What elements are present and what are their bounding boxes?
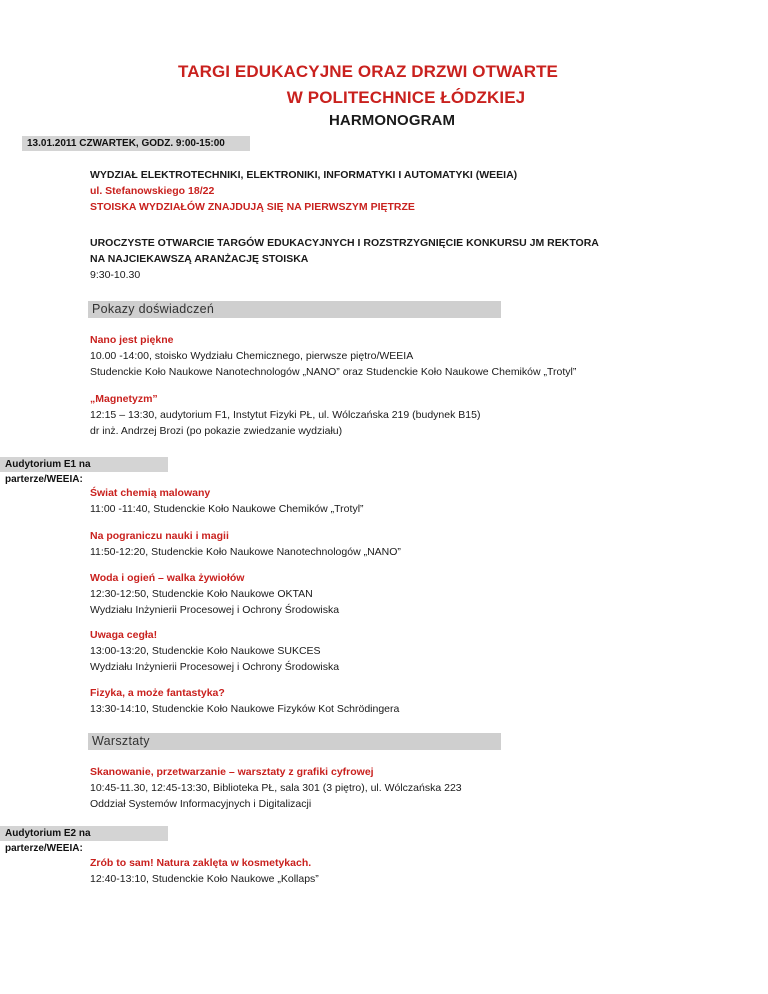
opening-time: 9:30-10.30 [90, 269, 141, 281]
event-item [90, 570, 339, 618]
event-title: Świat chemią malowany [90, 487, 211, 499]
date-bar: 13.01.2011 CZWARTEK, GODZ. 9:00-15:00 [22, 136, 250, 151]
event-title: Skanowanie, przetwarzanie – warsztaty z grafiki cyfrowej [90, 766, 374, 778]
event-detail: 12:30-12:50, Studenckie Koło Naukowe OKTAN [90, 588, 313, 600]
event-detail: 12:40-13:10, Studenckie Koło Naukowe „Kollaps” [90, 873, 319, 885]
intro-block [90, 167, 517, 215]
faculty-address: ul. Stefanowskiego 18/22 [90, 185, 215, 197]
stands-note: STOISKA WYDZIAŁÓW ZNAJDUJĄ SIĘ NA PIERWSZYM PIĘTRZE [90, 201, 415, 213]
event-title: Na pograniczu nauki i magii [90, 530, 229, 542]
opening-title-line1: UROCZYSTE OTWARCIE TARGÓW EDUKACYJNYCH I ROZSTRZYGNIĘCIE KONKURSU JM REKTORA [90, 237, 599, 249]
event-item [90, 764, 462, 812]
event-item [90, 528, 401, 560]
event-detail: Oddział Systemów Informacyjnych i Digitalizacji [90, 798, 312, 810]
document-title-line1: TARGI EDUKACYJNE ORAZ DRZWI OTWARTE [177, 62, 558, 81]
event-detail: Studenckie Koło Naukowe Nanotechnologów „NANO” oraz Studenckie Koło Naukowe Chemików „Trotyl” [90, 366, 577, 378]
section-warsztaty-header: Warsztaty [88, 733, 501, 750]
event-detail: 10.00 -14:00, stoisko Wydziału Chemicznego, pierwsze piętro/WEEIA [90, 350, 414, 362]
event-detail: 13:30-14:10, Studenckie Koło Naukowe Fizyków Kot Schrödingera [90, 703, 400, 715]
opening-title-line2: NA NAJCIEKAWSZĄ ARANŻACJĘ STOISKA [90, 253, 309, 265]
event-detail: 12:15 – 13:30, audytorium F1, Instytut Fizyki PŁ, ul. Wólczańska 219 (budynek B15) [90, 409, 481, 421]
section-pokazy-header: Pokazy doświadczeń [88, 301, 501, 318]
auditorium-e1-bar: Audytorium E1 na parterze/WEEIA: [0, 457, 168, 472]
event-item [90, 485, 364, 517]
event-item [90, 332, 576, 380]
event-item [90, 685, 399, 717]
document-subtitle: HARMONOGRAM [328, 112, 456, 129]
event-title: Zrób to sam! Natura zaklęta w kosmetykach. [90, 857, 312, 869]
event-item [90, 855, 319, 887]
event-detail: 10:45-11.30, 12:45-13:30, Biblioteka PŁ, sala 301 (3 piętro), ul. Wólczańska 223 [90, 782, 462, 794]
event-item [90, 627, 339, 675]
event-item [90, 391, 480, 439]
opening-block [90, 235, 599, 283]
event-title: Nano jest piękne [90, 334, 174, 346]
event-title: Fizyka, a może fantastyka? [90, 687, 225, 699]
document-title-line2: W POLITECHNICE ŁÓDZKIEJ [286, 88, 526, 107]
event-detail: dr inż. Andrzej Brozi (po pokazie zwiedzanie wydziału) [90, 425, 343, 437]
event-detail: 11:00 -11:40, Studenckie Koło Naukowe Chemików „Trotyl” [90, 503, 364, 515]
event-title: Woda i ogień – walka żywiołów [90, 572, 245, 584]
event-title: „Magnetyzm” [90, 393, 158, 405]
auditorium-e2-bar: Audytorium E2 na parterze/WEEIA: [0, 826, 168, 841]
event-detail: Wydziału Inżynierii Procesowej i Ochrony Środowiska [90, 661, 340, 673]
event-detail: 13:00-13:20, Studenckie Koło Naukowe SUKCES [90, 645, 321, 657]
event-detail: 11:50-12:20, Studenckie Koło Naukowe Nanotechnologów „NANO” [90, 546, 401, 558]
faculty-name: WYDZIAŁ ELEKTROTECHNIKI, ELEKTRONIKI, INFORMATYKI I AUTOMATYKI (WEEIA) [90, 169, 518, 181]
event-title: Uwaga cegła! [90, 629, 158, 641]
event-detail: Wydziału Inżynierii Procesowej i Ochrony Środowiska [90, 604, 340, 616]
